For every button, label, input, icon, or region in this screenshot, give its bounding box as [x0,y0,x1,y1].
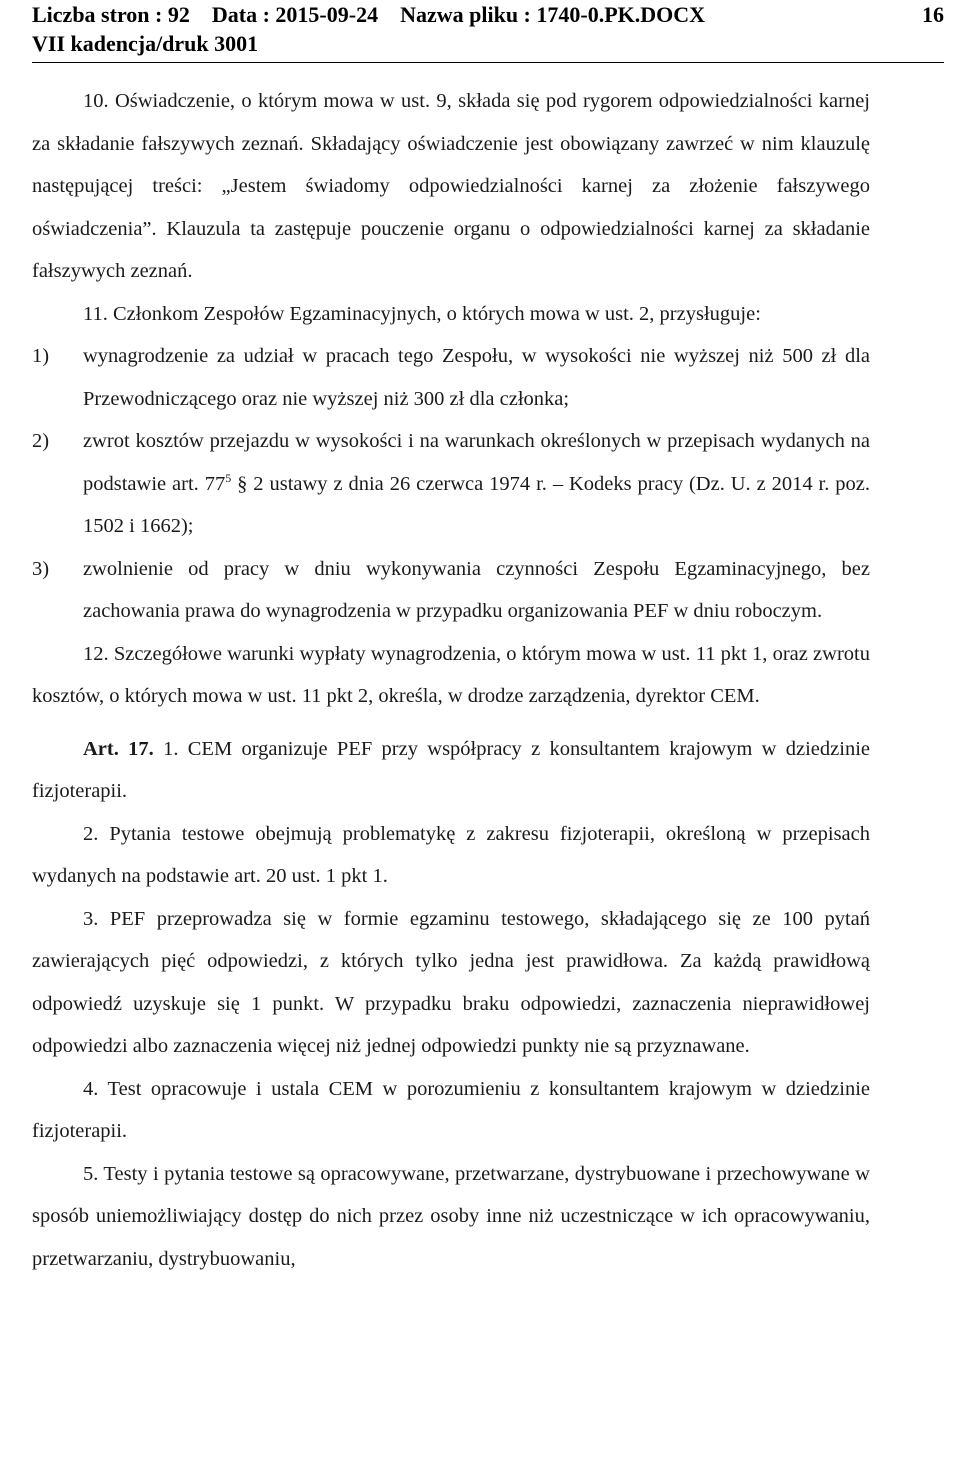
paragraph-11: 11. Członkom Zespołów Egzaminacyjnych, o których mowa w ust. 2, przysługuje: [83,302,761,325]
document-body [32,80,870,1280]
list-item-text-part: zwrot kosztów przejazdu w wysokości i na warunkach określonych w przepisach wydanych na podstawie art. 77 [83,430,870,495]
list-item-text: zwolnienie od pracy w dniu wykonywania czynności Zespołu Egzaminacyjnego, bez zachowania prawa do wynagrodzenia w przypadku organizowania PEF w dniu roboczym. [83,557,870,622]
header-meta [32,0,904,29]
article-17-paragraph-3: 3. PEF przeprowadza się w formie egzaminu testowego, składającego się ze 100 pytań zawierających pięć odpowiedzi, z których tylko jedna jest prawidłowa. Za każdą prawidłową odpowiedź uzyskuje się 1 punkt. W przypadku braku odpowiedzi, zaznaczenia nieprawidłowej odpowiedzi albo zaznaczenia więcej niż jednej odpowiedzi punkty nie są przyznawane. [32,907,870,1057]
page-number: 16 [922,2,944,27]
document-header [32,0,944,63]
list-item-text [83,420,870,548]
list-item [32,548,870,633]
article-text: 1. CEM organizuje PEF przy współpracy z konsultantem krajowym w dziedzinie fizjoterapii. [32,737,870,802]
list-item-text-part: § 2 ustawy z dnia 26 czerwca 1974 r. – Kodeks pracy (Dz. U. z 2014 r. poz. 1502 i 1662); [83,472,871,537]
page-count: Liczba stron : 92 [32,2,190,27]
article-label: Art. 17. [83,737,154,760]
article-17-paragraph-2: 2. Pytania testowe obejmują problematykę z zakresu fizjoterapii, określoną w przepisach wydanych na podstawie art. 20 ust. 1 pkt 1. [32,822,870,887]
article-17-paragraph-4: 4. Test opracowuje i ustala CEM w porozumieniu z konsultantem krajowym w dziedzinie fizjoterapii. [32,1077,870,1142]
article-17-paragraph-1 [32,728,870,813]
list-item [32,335,870,420]
print-term: VII kadencja/druk 3001 [32,31,259,56]
document-date: Data : 2015-09-24 [211,2,379,27]
list-item-text: wynagrodzenie za udział w pracach tego Zespołu, w wysokości nie wyższej niż 500 zł dla Przewodniczącego oraz nie wyższej niż 300 zł dla członka; [83,345,870,410]
file-name: Nazwa pliku : 1740-0.PK.DOCX [400,2,706,27]
list-item-number: 3) [32,557,50,580]
list-item-number: 2) [32,430,50,452]
article-17-paragraph-5: 5. Testy i pytania testowe są opracowywane, przetwarzane, dystrybuowane i przechowywane w sposób uniemożliwiający dostęp do nich przez osoby inne niż uczestniczące w ich opracowywaniu, przetwarzaniu, dystrybuowaniu, [32,1162,870,1270]
superscript: 5 [225,470,232,485]
list-item-number: 1) [32,345,50,367]
paragraph-10: 10. Oświadczenie, o którym mowa w ust. 9, składa się pod rygorem odpowiedzialności karnej za składanie fałszywych zeznań. Składający oświadczenie jest obowiązany zawrzeć w nim klauzulę następującej treści: „Jestem świadomy odpowiedzialności karnej za złożenie fałszywego oświadczenia”. Klauzula ta zastępuje pouczenie organu o odpowiedzialności karnej za składanie fałszywych zeznań. [32,90,870,282]
list-item [32,420,870,548]
paragraph-12: 12. Szczegółowe warunki wypłaty wynagrodzenia, o którym mowa w ust. 11 pkt 1, oraz zwrotu kosztów, o których mowa w ust. 11 pkt 2, określa, w drodze zarządzenia, dyrektor CEM. [32,642,870,707]
